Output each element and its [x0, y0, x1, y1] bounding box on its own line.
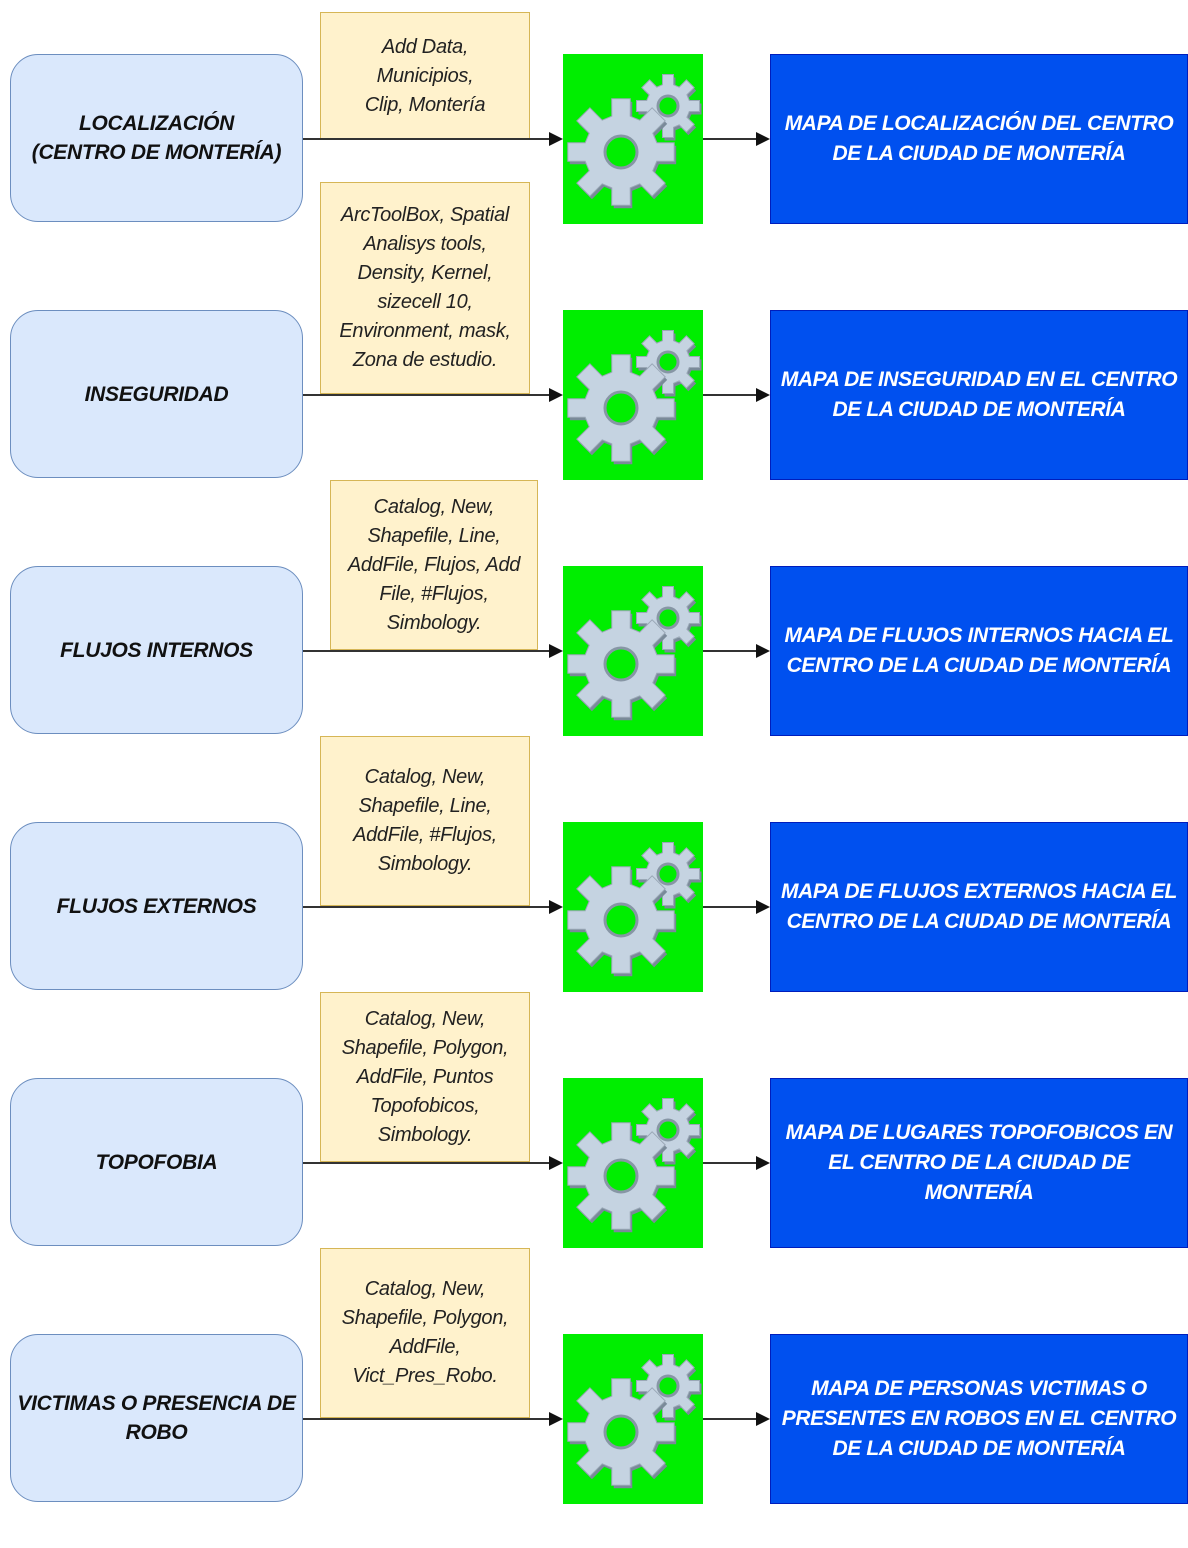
- connector-line: [703, 1162, 756, 1164]
- output-node: MAPA DE FLUJOS INTERNOS HACIA EL CENTRO DE LA CIUDAD DE MONTERÍA: [770, 566, 1188, 736]
- input-node: FLUJOS INTERNOS: [10, 566, 303, 734]
- process-node: [563, 1078, 703, 1248]
- steps-note: Catalog, New, Shapefile, Polygon, AddFile, Puntos Topofobicos, Simbology.: [320, 992, 530, 1162]
- arrowhead-icon: [549, 388, 563, 402]
- output-node: MAPA DE LUGARES TOPOFOBICOS EN EL CENTRO DE LA CIUDAD DE MONTERÍA: [770, 1078, 1188, 1248]
- gears-icon: [563, 822, 703, 992]
- gears-icon: [563, 310, 703, 480]
- gears-icon: [563, 1078, 703, 1248]
- input-node: FLUJOS EXTERNOS: [10, 822, 303, 990]
- arrowhead-icon: [756, 132, 770, 146]
- connector-line: [703, 1418, 756, 1420]
- input-node: LOCALIZACIÓN (CENTRO DE MONTERÍA): [10, 54, 303, 222]
- workflow-row: [0, 1278, 1188, 1548]
- steps-note: ArcToolBox, Spatial Analisys tools, Density, Kernel, sizecell 10, Environment, mask, Zona de estudio.: [320, 182, 530, 394]
- workflow-row: [0, 766, 1188, 1036]
- arrowhead-icon: [756, 388, 770, 402]
- arrowhead-icon: [549, 1156, 563, 1170]
- arrowhead-icon: [549, 644, 563, 658]
- arrowhead-icon: [549, 1412, 563, 1426]
- gears-icon: [563, 566, 703, 736]
- steps-note: Add Data, Municipios, Clip, Montería: [320, 12, 530, 140]
- connector-line: [303, 1418, 549, 1420]
- steps-note: Catalog, New, Shapefile, Line, AddFile, Flujos, Add File, #Flujos, Simbology.: [330, 480, 538, 650]
- connector-line: [303, 906, 549, 908]
- connector-line: [703, 906, 756, 908]
- connector-line: [703, 650, 756, 652]
- process-node: [563, 566, 703, 736]
- input-node: INSEGURIDAD: [10, 310, 303, 478]
- gears-icon: [563, 1334, 703, 1504]
- workflow-row: [0, 12, 1188, 268]
- arrowhead-icon: [549, 900, 563, 914]
- connector-line: [303, 394, 549, 396]
- connector-line: [703, 394, 756, 396]
- arrowhead-icon: [756, 900, 770, 914]
- steps-note: Catalog, New, Shapefile, Polygon, AddFile, Vict_Pres_Robo.: [320, 1248, 530, 1418]
- steps-note: Catalog, New, Shapefile, Line, AddFile, #Flujos, Simbology.: [320, 736, 530, 906]
- arrowhead-icon: [756, 1156, 770, 1170]
- workflow-row: [0, 1007, 1188, 1292]
- arrowhead-icon: [756, 1412, 770, 1426]
- workflow-row: [0, 495, 1188, 780]
- process-node: [563, 54, 703, 224]
- connector-line: [303, 138, 549, 140]
- gears-icon: [563, 54, 703, 224]
- process-node: [563, 1334, 703, 1504]
- connector-line: [303, 650, 549, 652]
- arrowhead-icon: [756, 644, 770, 658]
- process-node: [563, 310, 703, 480]
- connector-line: [703, 138, 756, 140]
- output-node: MAPA DE INSEGURIDAD EN EL CENTRO DE LA CIUDAD DE MONTERÍA: [770, 310, 1188, 480]
- input-node: TOPOFOBIA: [10, 1078, 303, 1246]
- output-node: MAPA DE PERSONAS VICTIMAS O PRESENTES EN ROBOS EN EL CENTRO DE LA CIUDAD DE MONTERÍA: [770, 1334, 1188, 1504]
- input-node: VICTIMAS O PRESENCIA DE ROBO: [10, 1334, 303, 1502]
- output-node: MAPA DE FLUJOS EXTERNOS HACIA EL CENTRO DE LA CIUDAD DE MONTERÍA: [770, 822, 1188, 992]
- process-node: [563, 822, 703, 992]
- connector-line: [303, 1162, 549, 1164]
- arrowhead-icon: [549, 132, 563, 146]
- workflow-row: [0, 204, 1188, 524]
- output-node: MAPA DE LOCALIZACIÓN DEL CENTRO DE LA CIUDAD DE MONTERÍA: [770, 54, 1188, 224]
